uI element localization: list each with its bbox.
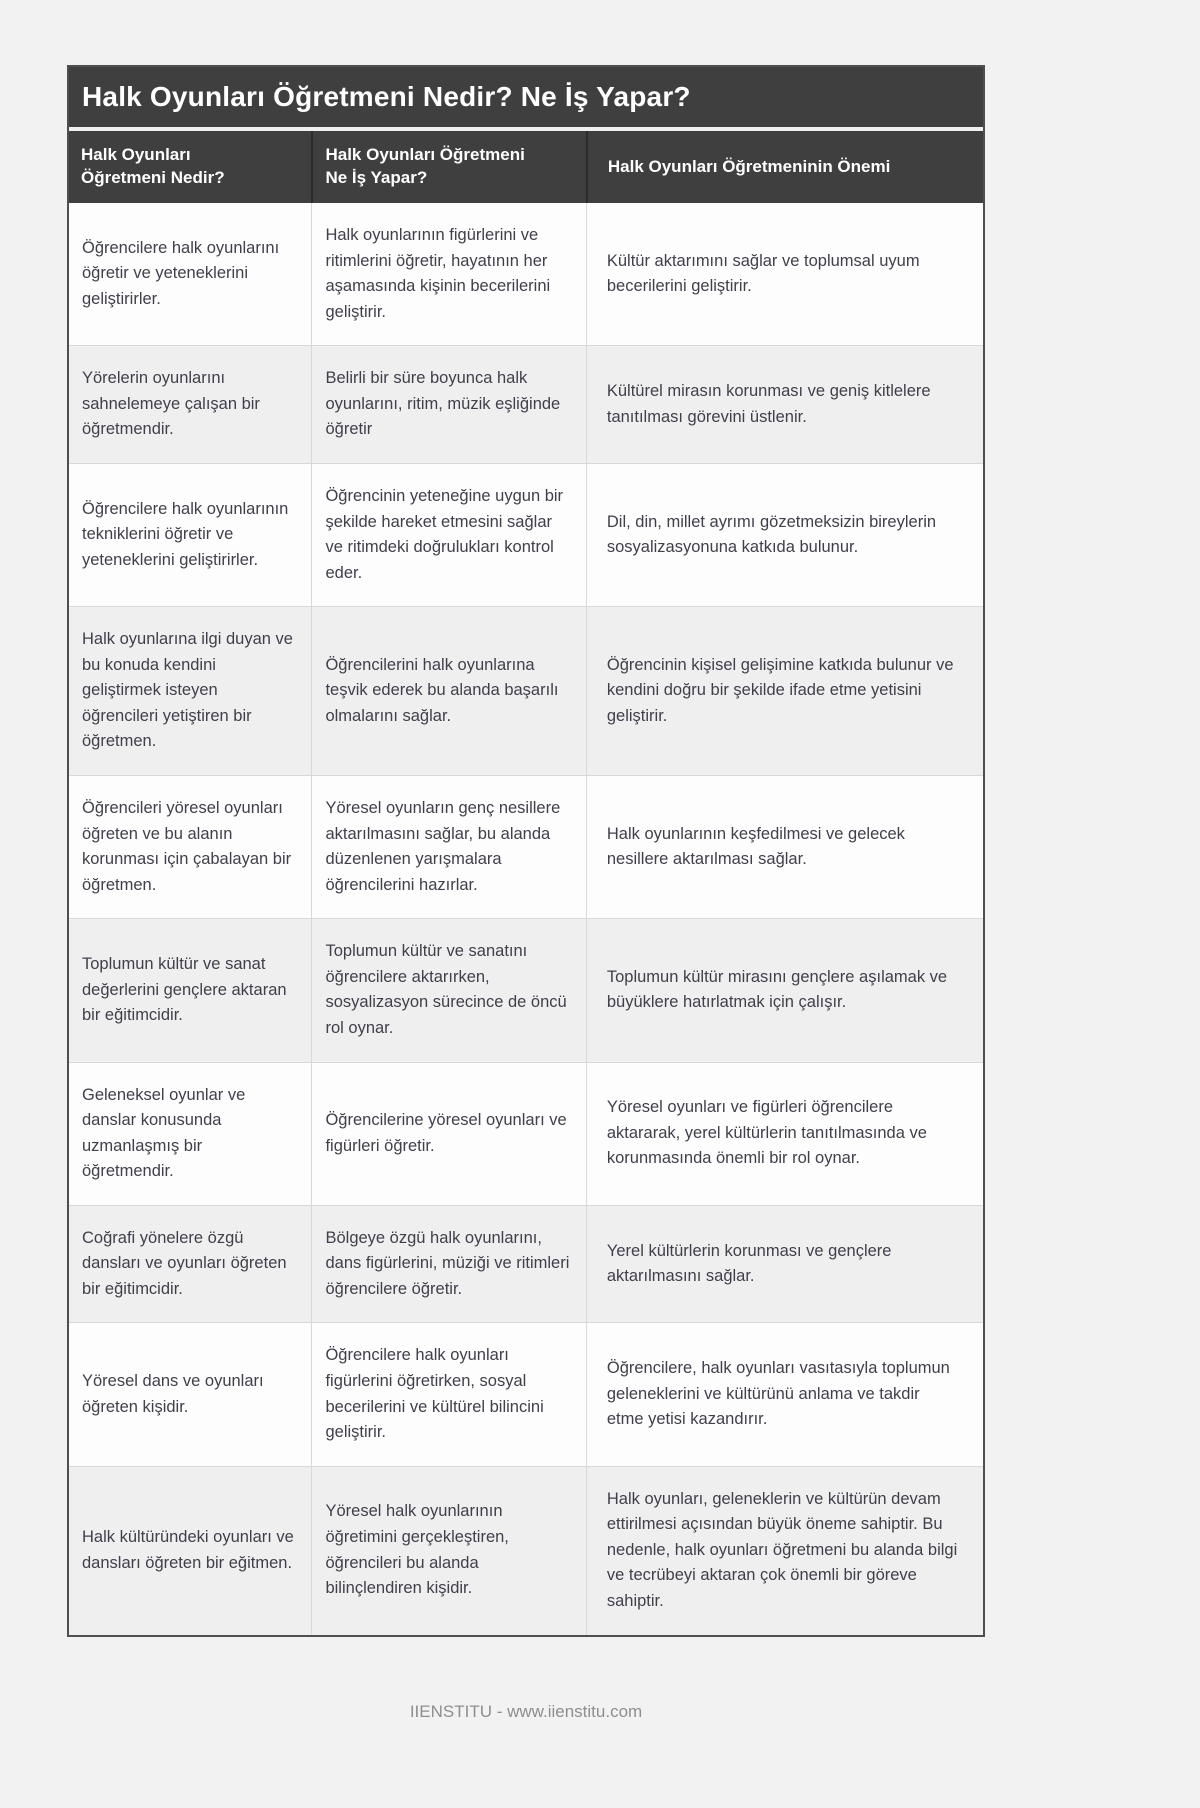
table-cell (586, 1323, 983, 1465)
table-cell (311, 1206, 585, 1323)
table-cell (69, 203, 311, 345)
table-cell (69, 1206, 311, 1323)
table-row (69, 606, 983, 775)
table-cell (586, 346, 983, 463)
table-row (69, 345, 983, 463)
cell-text: Halk oyunlarının figürlerini ve ritimlerini öğretir, hayatının her aşamasında kişinin becerilerini geliştirir. (325, 226, 551, 321)
page-title: Halk Oyunları Öğretmeni Nedir? Ne İş Yapar? (69, 67, 983, 127)
table-cell (69, 776, 311, 918)
table-cell (311, 1323, 585, 1465)
table-row (69, 203, 983, 345)
table-cell (311, 607, 585, 775)
column-header-yapar (311, 131, 585, 203)
column-header-label: Halk Oyunları Öğretmeni Nedir? (81, 145, 225, 187)
table-cell (311, 1063, 585, 1205)
table-cell (311, 919, 585, 1061)
table-cell (311, 203, 585, 345)
cell-text: Öğrencinin yeteneğine uygun bir şekilde hareket etmesini sağlar ve ritimdeki doğrulukları kontrol eder. (325, 486, 564, 582)
table-body (69, 203, 983, 1635)
table-row (69, 463, 983, 606)
column-header-nedir (69, 131, 311, 203)
table-cell (311, 776, 585, 918)
cell-text: Öğrencileri yöresel oyunları öğreten ve bu alanın korunması için çabalayan bir öğretmen. (82, 799, 292, 894)
column-header-onem (586, 131, 983, 203)
cell-text: Yöresel halk oyunlarının öğretimini gerçekleştiren, öğrencileri bu alanda bilinçlendiren kişidir. (325, 1502, 509, 1598)
table-row (69, 1322, 983, 1465)
table-header-row (69, 131, 983, 203)
site-footer: IIENSTITU - www.iienstitu.com (409, 1702, 643, 1721)
cell-text: Belirli bir süre boyunca halk oyunlarını, ritim, müzik eşliğinde öğretir (325, 369, 561, 439)
table-row (69, 1205, 983, 1323)
cell-text: Öğrencilerine yöresel oyunları ve figürleri öğretir. (325, 1111, 567, 1155)
cell-text: Öğrencilere halk oyunları figürlerini öğretirken, sosyal becerilerini ve kültürel bilincini geliştirir. (325, 1346, 544, 1442)
table-cell (586, 919, 983, 1061)
table-cell (69, 1323, 311, 1465)
cell-text: Öğrencilere, halk oyunları vasıtasıyla toplumun geleneklerini ve kültürünü anlama ve takdir etme yetisi kazandırır. (606, 1359, 950, 1429)
cell-text: Halk oyunları, geleneklerin ve kültürün devam ettirilmesi açısından büyük öneme sahiptir. Bu nedenle, halk oyunları öğretmeni bu alanda bilgi ve tecrübeyi aktaran çok önemli bir göreve sahiptir. (606, 1489, 958, 1610)
table-cell (586, 1467, 983, 1635)
cell-text: Halk kültüründeki oyunları ve dansları öğreten bir eğitmen. (82, 1528, 294, 1572)
cell-text: Toplumun kültür mirasını gençlere aşılamak ve büyüklere hatırlatmak için çalışır. (606, 967, 948, 1012)
table-cell (69, 919, 311, 1061)
cell-text: Bölgeye özgü halk oyunlarını, dans figürlerini, müziği ve ritimleri öğrencilere öğretir. (325, 1228, 570, 1298)
table-cell (586, 203, 983, 345)
cell-text: Geleneksel oyunlar ve danslar konusunda uzmanlaşmış bir öğretmendir. (82, 1085, 246, 1181)
table-cell (311, 464, 585, 606)
article-table (67, 65, 985, 1637)
table-cell (311, 346, 585, 463)
cell-text: Kültür aktarımını sağlar ve toplumsal uyum becerilerini geliştirir. (606, 251, 920, 296)
table-cell (586, 1206, 983, 1323)
cell-text: Toplumun kültür ve sanatını öğrencilere aktarırken, sosyalizasyon sürecince de öncü rol oynar. (325, 942, 567, 1037)
table-cell (69, 464, 311, 606)
table-cell (586, 776, 983, 918)
cell-text: Halk oyunlarının keşfedilmesi ve gelecek nesillere aktarılması sağlar. (606, 824, 905, 869)
table-cell (69, 346, 311, 463)
table-row (69, 1062, 983, 1205)
cell-text: Toplumun kültür ve sanat değerlerini gençlere aktaran bir eğitimcidir. (82, 955, 287, 1025)
table-row (69, 918, 983, 1061)
table-row (69, 1466, 983, 1635)
cell-text: Öğrencilerini halk oyunlarına teşvik ederek bu alanda başarılı olmalarını sağlar. (325, 655, 559, 725)
cell-text: Yöresel oyunların genç nesillere aktarılmasını sağlar, bu alanda düzenlenen yarışmalara öğrencilerini hazırlar. (325, 799, 561, 894)
cell-text: Coğrafi yönelere özgü dansları ve oyunları öğreten bir eğitimcidir. (82, 1228, 287, 1298)
cell-text: Öğrencinin kişisel gelişimine katkıda bulunur ve kendini doğru bir şekilde ifade etme yetisini geliştirir. (606, 655, 954, 725)
cell-text: Öğrencilere halk oyunlarını öğretir ve yeteneklerini geliştirirler. (82, 238, 280, 308)
cell-text: Yörelerin oyunlarını sahnelemeye çalışan bir öğretmendir. (82, 369, 260, 439)
column-header-label: Halk Oyunları Öğretmeni Ne İş Yapar? (325, 145, 525, 187)
cell-text: Kültürel mirasın korunması ve geniş kitlelere tanıtılması görevini üstlenir. (606, 382, 931, 426)
table-cell (69, 1063, 311, 1205)
cell-text: Öğrencilere halk oyunlarının tekniklerini öğretir ve yeteneklerini geliştirirler. (82, 499, 289, 569)
cell-text: Yöresel oyunları ve figürleri öğrencilere aktararak, yerel kültürlerin tanıtılmasında ve korunmasında önemli bir rol oynar. (606, 1098, 927, 1168)
column-header-label: Halk Oyunları Öğretmeninin Önemi (607, 156, 891, 176)
cell-text: Dil, din, millet ayrımı gözetmeksizin bireylerin sosyalizasyonuna katkıda bulunur. (606, 512, 937, 557)
table-cell (586, 607, 983, 775)
cell-text: Yöresel dans ve oyunları öğreten kişidir. (82, 1372, 264, 1416)
table-cell (69, 1467, 311, 1635)
table-cell (586, 1063, 983, 1205)
cell-text: Yerel kültürlerin korunması ve gençlere aktarılmasını sağlar. (606, 1241, 892, 1286)
table-cell (586, 464, 983, 606)
table-cell (69, 607, 311, 775)
table-row (69, 775, 983, 918)
cell-text: Halk oyunlarına ilgi duyan ve bu konuda kendini geliştirmek isteyen öğrencileri yetiştiren bir öğretmen. (82, 630, 293, 751)
table-cell (311, 1467, 585, 1635)
